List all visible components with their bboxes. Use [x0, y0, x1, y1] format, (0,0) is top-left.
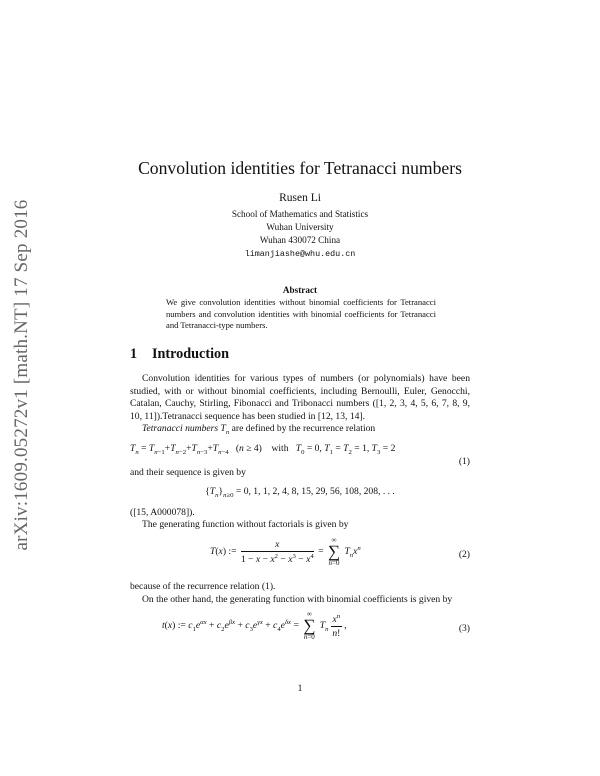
sequence-intro: and their sequence is given by: [130, 467, 246, 478]
affiliation-line-1: School of Mathematics and Statistics: [231, 209, 369, 219]
tetranacci-term: Tetranacci numbers: [142, 423, 219, 434]
sum-symbol-2: ∞ ∑ n=0: [303, 610, 316, 641]
gf-fraction: $\frac{x}{1 - x - x^2 - x^3 - x^4}$: [240, 538, 314, 566]
sum-symbol: ∞ ∑ n=0: [327, 536, 341, 567]
page-number: 1: [297, 683, 303, 694]
oeis-reference: ([15, A000078]).: [130, 507, 195, 518]
equation-number-3: (3): [458, 623, 470, 634]
paper-title: Convolution identities for Tetranacci numbers: [138, 158, 462, 178]
section-number: 1: [130, 346, 138, 362]
intro-paragraph: Convolution identities for various types of numbers (or polynomials) have been studied, with or without binomial coefficients, including Bernoulli, Euler, Genocchi, Catalan, Cauchy, Stirling, Fibonacci and Tribonacci numbers ([1, 2, 3, 4, 5, 6, 7, 8, 9, 10, 11]).Tetranacci sequence has been studied in [12, 13, 14].: [130, 373, 470, 422]
equation-number-1: (1): [458, 456, 470, 467]
tn-symbol: $T_n$: [220, 423, 230, 436]
egf-formula: t(x) := $c_1e^{\alpha x} + c_2e^{\beta x} + c_3e^{\gamma x} + c_4e^{\delta x}$ = ∞ ∑ n=0 $T_n$ $\frac{x^n}{n!}$ ,: [162, 610, 347, 641]
equation-number-2: (2): [458, 549, 470, 560]
egf-fraction: $\frac{x^n}{n!}$: [332, 612, 341, 640]
gf-formula: T(x) := $\frac{x}{1 - x - x^2 - x^3 - x^4}$ = ∞ ∑ n=0 $T_nx^n$: [210, 536, 361, 567]
binomial-gf-intro: On the other hand, the generating function with binomial coefficients is given by: [142, 594, 453, 605]
sequence-equation: [130, 486, 470, 499]
sequence-values: = 0, 1, 1, 2, 4, 8, 15, 29, 56, 108, 208, . . .: [235, 486, 395, 497]
author-name: Rusen Li: [279, 192, 321, 204]
section-heading: [130, 346, 229, 363]
equation-generating-function: [130, 537, 470, 577]
definition-rest: are defined by the recurrence relation: [231, 423, 376, 434]
abstract-text: We give convolution identities without binomial coefficients for Tetranacci numbers and convolution identities with binomial coefficients for Tetranacci and Tetranacci-type numbers.: [166, 297, 436, 331]
author-email: limanjiashe@whu.edu.cn: [244, 249, 356, 259]
affiliation-line-2: Wuhan University: [266, 222, 334, 232]
recurrence-note: because of the recurrence relation (1).: [130, 581, 276, 592]
gf-intro: The generating function without factorials is given by: [142, 519, 349, 530]
arxiv-id-text: arXiv:1609.05272v1 [math.NT] 17 Sep 2016: [11, 199, 32, 551]
definition-sentence: [130, 423, 470, 440]
arxiv-sidebar-stamp: [2, 175, 42, 575]
section-title: Introduction: [152, 346, 229, 362]
sequence-lhs: $\{T_n\}_{n\ge 0}$: [205, 486, 234, 499]
abstract-heading: Abstract: [282, 285, 318, 295]
equation-recurrence: [130, 443, 470, 456]
equation-exponential-gf: [130, 611, 470, 651]
affiliation-line-3: Wuhan 430072 China: [259, 235, 341, 245]
recurrence-formula: $T_n = T_{n-1}+T_{n-2}+T_{n-3}+T_{n-4}$ (n ≥ 4) with $T_0 = 0$, $T_1 = T_2 = 1$, $T_3 = 2$: [130, 443, 396, 456]
